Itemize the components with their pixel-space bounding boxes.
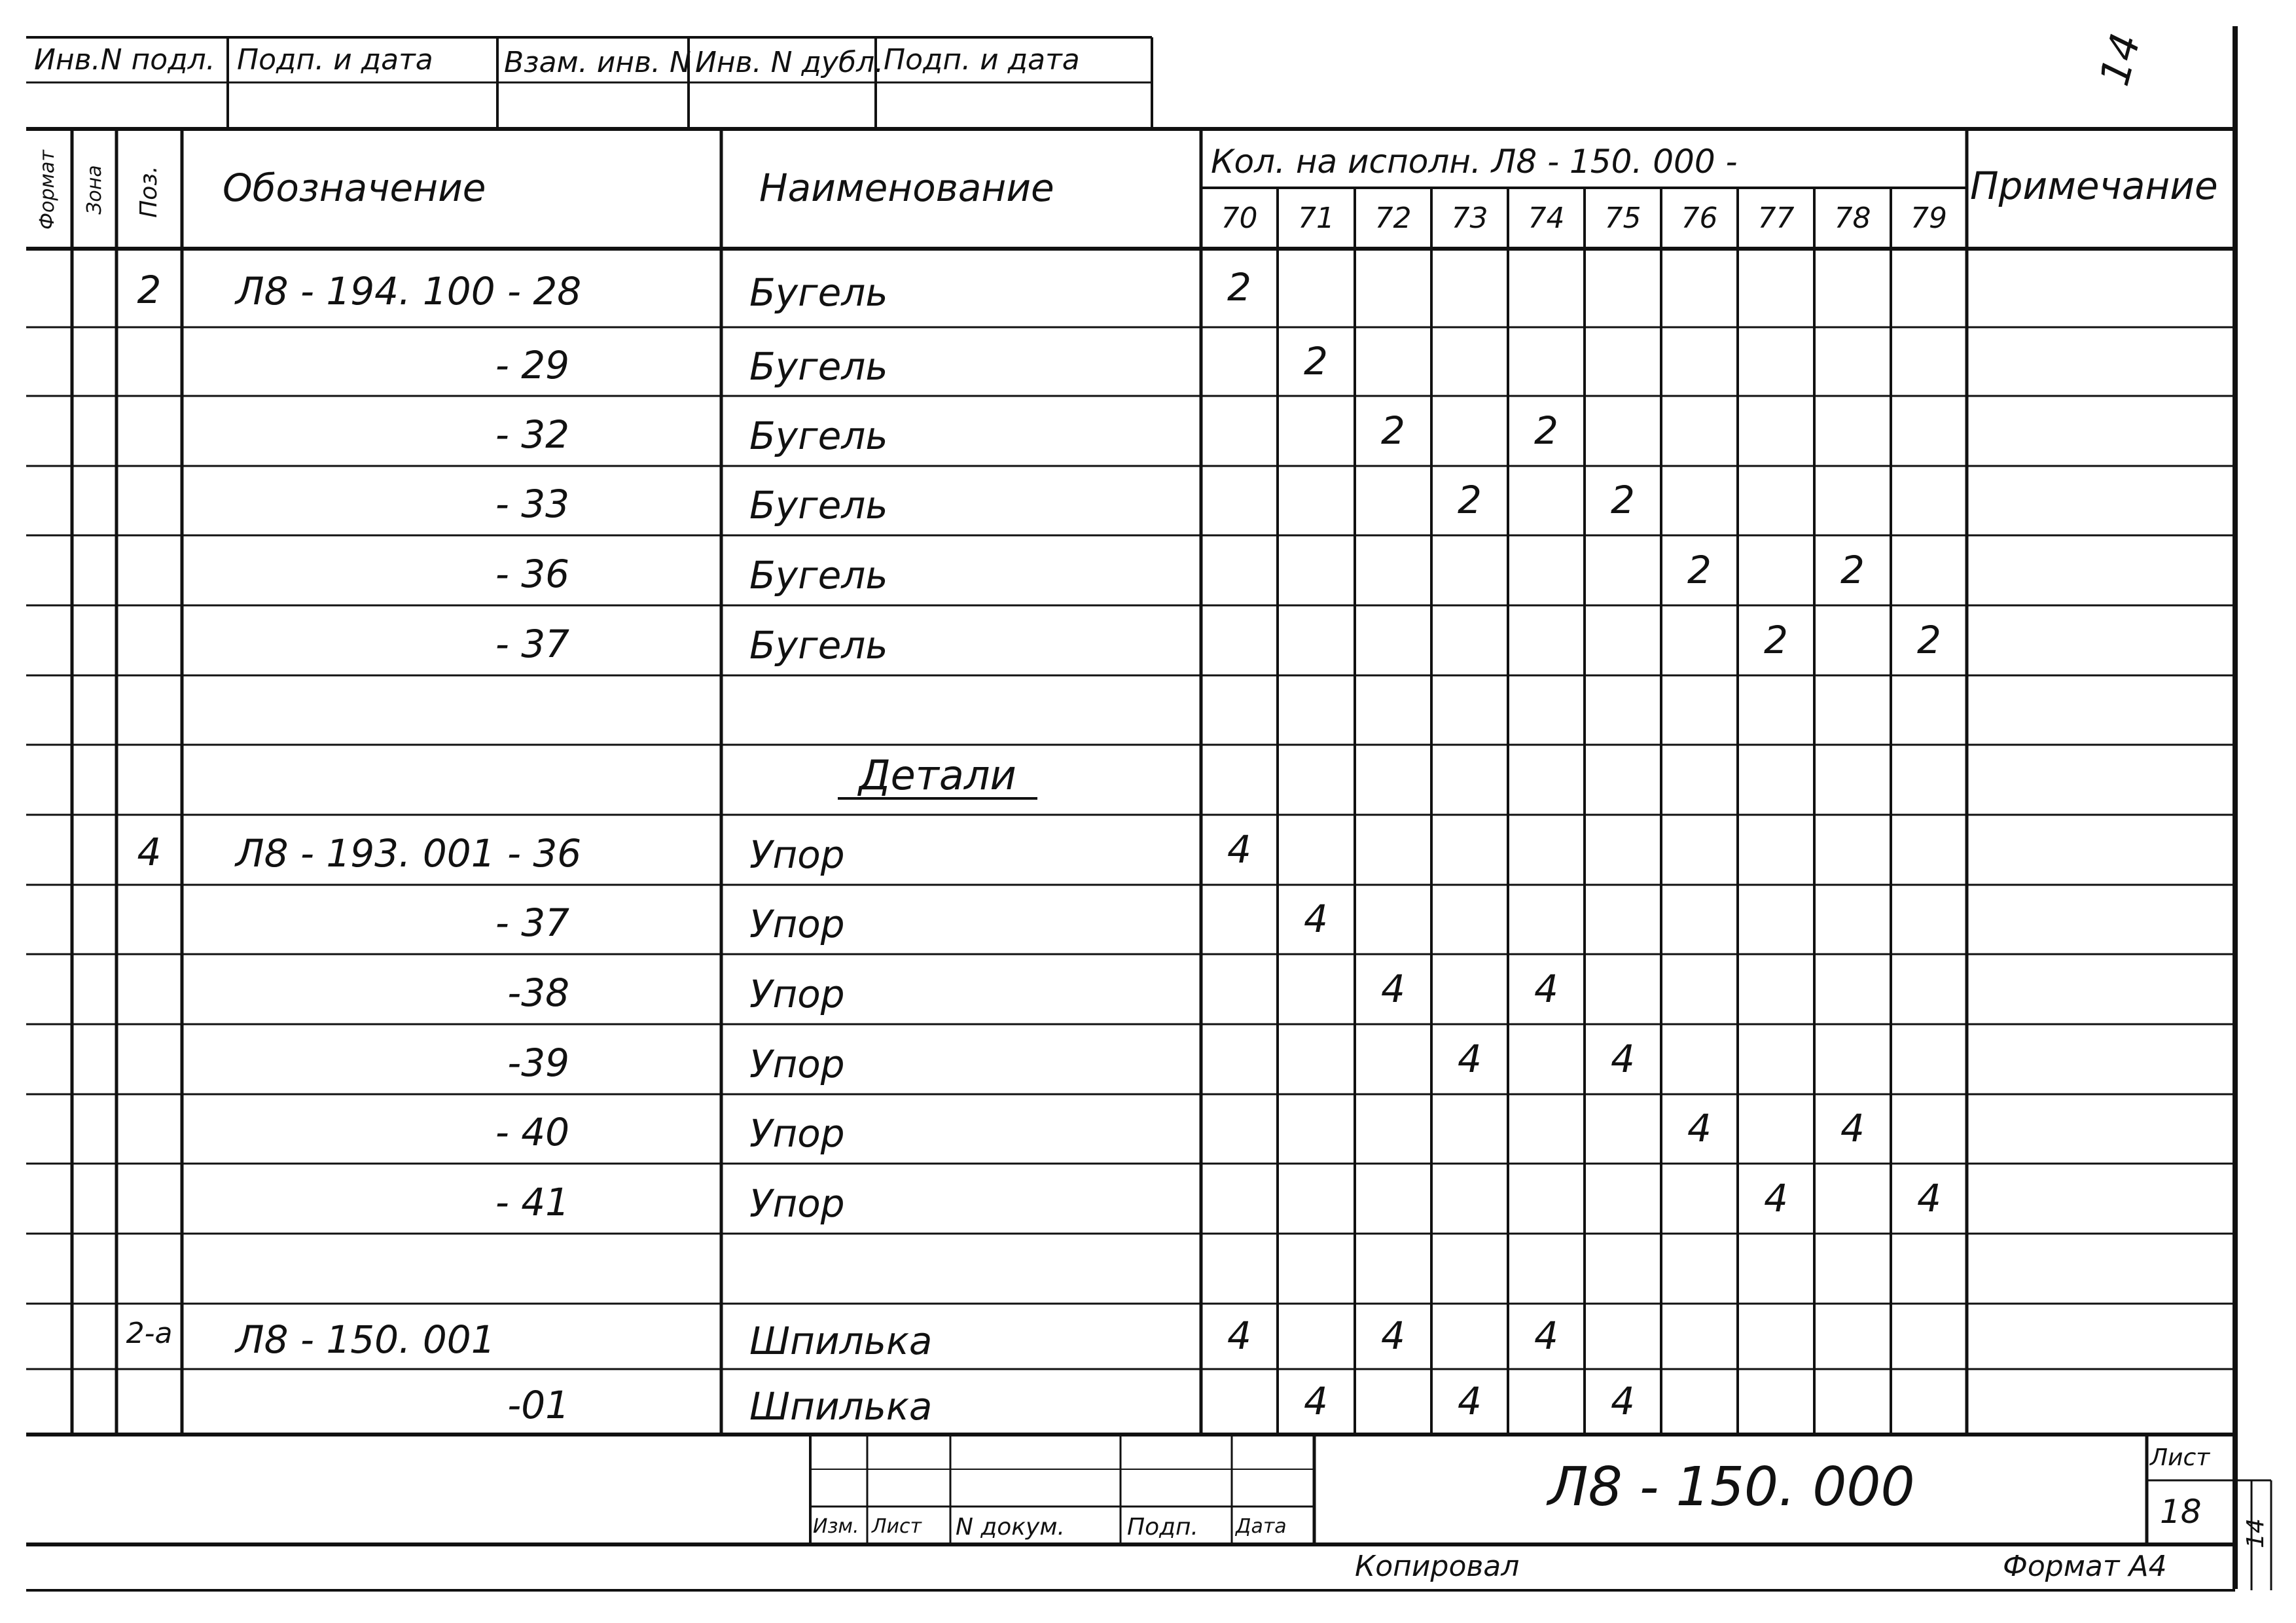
row-designation: - 32: [495, 412, 569, 457]
stamp-vzam-inv: Взам. инв. N: [504, 46, 691, 79]
qty-col-73: 73: [1451, 202, 1488, 235]
row-qty-cell: 4: [1611, 1036, 1635, 1081]
tb-label-list: Лист: [872, 1515, 922, 1538]
row-designation: - 33: [495, 482, 569, 526]
row-name: Упор: [749, 1041, 845, 1086]
tb-format: Формат А4: [2003, 1550, 2167, 1583]
row-qty-cell: 4: [1611, 1379, 1635, 1423]
row-name: Бугель: [749, 483, 888, 527]
row-designation: Л8 - 193. 001 - 36: [236, 830, 582, 876]
row-qty-cell: 2: [1611, 478, 1635, 522]
row-name: Упор: [749, 1181, 845, 1226]
row-name: Бугель: [749, 344, 888, 389]
row-qty-cell: 4: [1304, 1379, 1328, 1423]
row-section-title: Детали: [859, 751, 1016, 799]
tb-copied: Копировал: [1355, 1550, 1520, 1583]
header-note: Примечание: [1970, 164, 2218, 208]
row-name: Упор: [749, 832, 845, 877]
header-zone: Зона: [83, 165, 106, 215]
row-name: Бугель: [749, 552, 888, 597]
row-qty-cell: 4: [1381, 1313, 1405, 1358]
header-format: Формат: [36, 150, 59, 230]
row-qty-cell: 4: [1458, 1379, 1482, 1423]
row-designation: - 40: [495, 1110, 569, 1154]
qty-col-71: 71: [1298, 202, 1335, 235]
qty-col-70: 70: [1221, 202, 1258, 235]
row-name: Бугель: [749, 270, 888, 315]
row-pos: 4: [137, 829, 162, 874]
row-qty-cell: 2: [1304, 338, 1328, 383]
row-designation: -38: [507, 970, 569, 1015]
qty-col-75: 75: [1604, 202, 1641, 235]
row-name: Шпилька: [749, 1384, 933, 1429]
qty-col-72: 72: [1374, 202, 1412, 235]
row-qty-cell: 2: [1764, 617, 1788, 662]
tb-label-data: Дата: [1236, 1515, 1287, 1538]
row-qty-cell: 4: [1687, 1106, 1712, 1150]
row-designation: - 37: [495, 621, 569, 666]
row-pos: 2: [137, 268, 162, 312]
row-qty-cell: 2: [1458, 478, 1482, 522]
tb-label-ndokum: N докум.: [956, 1514, 1065, 1541]
qty-col-78: 78: [1834, 202, 1871, 235]
row-name: Упор: [749, 1111, 845, 1156]
tb-label-podp: Подп.: [1127, 1514, 1198, 1541]
tb-sheet-number: 18: [2160, 1493, 2202, 1531]
row-qty-cell: 4: [1534, 966, 1558, 1011]
qty-col-74: 74: [1528, 202, 1565, 235]
stamp-inv-dubl: Инв. N дубл.: [695, 46, 884, 79]
row-qty-cell: 4: [1381, 966, 1405, 1011]
qty-col-79: 79: [1910, 202, 1947, 235]
row-designation: Л8 - 194. 100 - 28: [236, 269, 582, 313]
row-qty-cell: 2: [1840, 547, 1865, 592]
row-name: Упор: [749, 971, 845, 1016]
row-qty-cell: 4: [1840, 1106, 1865, 1150]
stamp-podp-data-2: Подп. и дата: [884, 43, 1080, 77]
row-designation: - 41: [495, 1179, 569, 1224]
header-pos: Поз.: [135, 166, 162, 218]
row-name: Шпилька: [749, 1319, 933, 1363]
tb-label-izm: Изм.: [813, 1515, 859, 1538]
stamp-inv-podl: Инв.N подл.: [34, 43, 215, 77]
row-qty-cell: 4: [1227, 827, 1251, 872]
row-qty-cell: 4: [1458, 1036, 1482, 1081]
qty-col-77: 77: [1757, 202, 1795, 235]
row-designation: Л8 - 150. 001: [236, 1317, 495, 1362]
row-designation: - 36: [495, 551, 569, 596]
row-qty-cell: 2: [1917, 617, 1941, 662]
row-name: Бугель: [749, 622, 888, 668]
header-name: Наименование: [759, 166, 1054, 210]
row-qty-cell: 4: [1534, 1313, 1558, 1358]
row-qty-cell: 2: [1534, 408, 1558, 453]
row-designation: - 37: [495, 901, 569, 945]
side-mark: 14: [2242, 1518, 2269, 1548]
row-designation: -39: [507, 1040, 569, 1085]
row-qty-cell: 4: [1304, 897, 1328, 941]
row-qty-cell: 4: [1764, 1175, 1788, 1221]
row-qty-cell: 2: [1381, 408, 1405, 453]
tb-sheet-label: Лист: [2150, 1444, 2210, 1471]
row-qty-cell: 2: [1227, 265, 1251, 310]
row-name: Бугель: [749, 413, 888, 458]
header-qty-title: Кол. на исполн. Л8 - 150. 000 -: [1211, 143, 1738, 181]
stamp-podp-data-1: Подп. и дата: [237, 43, 433, 77]
row-qty-cell: 2: [1687, 547, 1712, 592]
row-name: Упор: [749, 902, 845, 946]
qty-col-76: 76: [1681, 202, 1718, 235]
tb-doc-number: Л8 - 150. 000: [1548, 1456, 1915, 1518]
header-designation: Обозначение: [223, 166, 486, 210]
corner-mark: 14: [2090, 28, 2150, 91]
row-designation: -01: [507, 1383, 569, 1427]
row-designation: - 29: [495, 342, 569, 387]
row-qty-cell: 4: [1227, 1313, 1251, 1358]
row-pos: 2-а: [126, 1317, 173, 1350]
row-qty-cell: 4: [1917, 1175, 1941, 1221]
